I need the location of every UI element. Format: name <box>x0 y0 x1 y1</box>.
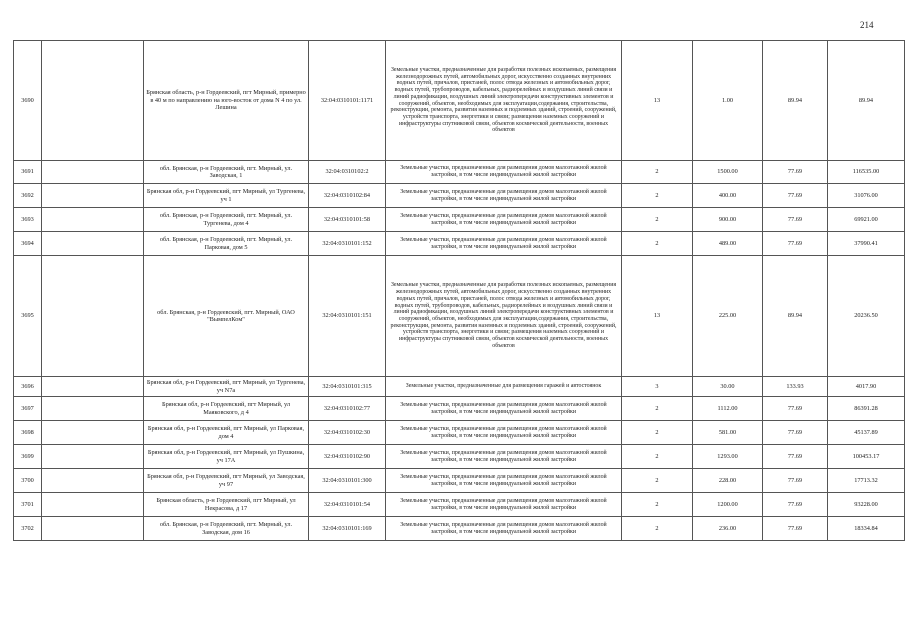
cadastral-number-cell: 32:04:0310102:2 <box>309 161 386 184</box>
table-row <box>14 397 905 421</box>
land-use-cell: Земельные участки, предназначенные для размещения домов малоэтажной жилой застройки, в том числе индивидуальной жилой застройки <box>386 469 622 493</box>
address-cell: Брянская обл, р-н Гордеевский, пгт Мирный, ул Заводская, уч 97 <box>144 469 309 493</box>
row-number-cell: 3691 <box>14 161 42 184</box>
cadastral-value-cell: 37990.41 <box>828 232 905 256</box>
row-number-cell: 3693 <box>14 208 42 232</box>
cadastral-number-cell: 32:04:0310101:300 <box>309 469 386 493</box>
rate-cell: 77.69 <box>763 493 828 517</box>
table-row <box>14 208 905 232</box>
rate-cell: 77.69 <box>763 232 828 256</box>
blank-cell <box>42 469 144 493</box>
row-number-cell: 3695 <box>14 256 42 377</box>
cadastral-number-cell: 32:04:0310101:54 <box>309 493 386 517</box>
blank-cell <box>42 397 144 421</box>
land-use-cell: Земельные участки, предназначенные для разработки полезных ископаемых, размещения железнодорожных путей, автомобильных дорог, искусственно созданных внутренних водных путей, причалов, пристаней, полос отвода железных и автомобильных дорог, водных путей, трубопроводов, кабельных, радиорелейных и воздушных линий связи и линий радиофикации, воздушных линий электропередачи конструктивных элементов и сооружений, объектов, необходимых для эксплуатации,содержания, строительства, реконструкции, ремонта, развития наземных и подземных зданий, строений, сооружений, устройств транспорта, энергетики и связи; размещения наземных сооружений и инфраструктуры спутниковой связи, объектов космической деятельности, военных объектов <box>386 256 622 377</box>
table-row <box>14 161 905 184</box>
cadastral-number-cell: 32:04:0310102:84 <box>309 184 386 208</box>
land-use-cell: Земельные участки, предназначенные для размещения домов малоэтажной жилой застройки, в том числе индивидуальной жилой застройки <box>386 161 622 184</box>
rate-cell: 77.69 <box>763 445 828 469</box>
rate-cell: 133.93 <box>763 377 828 397</box>
cadastral-value-cell: 69921.00 <box>828 208 905 232</box>
cadastral-value-cell: 100453.17 <box>828 445 905 469</box>
address-cell: Брянская обл, р-н Гордеевский, пгт Мирный, ул Тургенева, уч N7а <box>144 377 309 397</box>
cadastral-number-cell: 32:04:0310101:58 <box>309 208 386 232</box>
cadastral-number-cell: 32:04:0310102:30 <box>309 421 386 445</box>
land-use-cell: Земельные участки, предназначенные для размещения домов малоэтажной жилой застройки, в том числе индивидуальной жилой застройки <box>386 493 622 517</box>
category-cell: 2 <box>622 493 693 517</box>
table-row <box>14 421 905 445</box>
category-cell: 2 <box>622 517 693 541</box>
area-cell: 1112.00 <box>693 397 763 421</box>
area-cell: 581.00 <box>693 421 763 445</box>
rate-cell: 77.69 <box>763 184 828 208</box>
category-cell: 2 <box>622 397 693 421</box>
category-cell: 2 <box>622 208 693 232</box>
address-cell: Брянская обл, р-н Гордеевский, пгт Мирный, ул Маяковского, д 4 <box>144 397 309 421</box>
table-body <box>14 41 905 541</box>
row-number-cell: 3696 <box>14 377 42 397</box>
cadastral-value-cell: 18334.84 <box>828 517 905 541</box>
cadastral-value-cell: 93228.00 <box>828 493 905 517</box>
table-row <box>14 232 905 256</box>
blank-cell <box>42 256 144 377</box>
table-row <box>14 517 905 541</box>
cadastral-number-cell: 32:04:0310101:315 <box>309 377 386 397</box>
land-use-cell: Земельные участки, предназначенные для размещения домов малоэтажной жилой застройки, в том числе индивидуальной жилой застройки <box>386 208 622 232</box>
land-use-cell: Земельные участки, предназначенные для размещения домов малоэтажной жилой застройки, в том числе индивидуальной жилой застройки <box>386 397 622 421</box>
area-cell: 30.00 <box>693 377 763 397</box>
area-cell: 1293.00 <box>693 445 763 469</box>
category-cell: 13 <box>622 256 693 377</box>
address-cell: обл. Брянская, р-н Гордеевский, пгт. Мирный, ул. Парковая, дом 5 <box>144 232 309 256</box>
cadastral-value-cell: 86391.28 <box>828 397 905 421</box>
blank-cell <box>42 184 144 208</box>
category-cell: 2 <box>622 421 693 445</box>
address-cell: обл. Брянская, р-н Гордеевский, пгт. Мирный, ул. Заводская, дом 16 <box>144 517 309 541</box>
area-cell: 225.00 <box>693 256 763 377</box>
land-plots-table <box>13 40 905 541</box>
row-number-cell: 3699 <box>14 445 42 469</box>
area-cell: 228.00 <box>693 469 763 493</box>
blank-cell <box>42 161 144 184</box>
cadastral-value-cell: 45137.89 <box>828 421 905 445</box>
cadastral-number-cell: 32:04:0310101:169 <box>309 517 386 541</box>
blank-cell <box>42 208 144 232</box>
address-cell: Брянская обл, р-н Гордеевский, пгт Мирный, ул Пушкина, уч 17А <box>144 445 309 469</box>
table-row <box>14 445 905 469</box>
cadastral-value-cell: 17713.32 <box>828 469 905 493</box>
rate-cell: 89.94 <box>763 41 828 161</box>
land-use-cell: Земельные участки, предназначенные для разработки полезных ископаемых, размещения железнодорожных путей, автомобильных дорог, искусственно созданных внутренних водных путей, причалов, пристаней, полос отвода железных и автомобильных дорог, водных путей, трубопроводов, кабельных, радиорелейных и воздушных линий связи и линий радиофикации, воздушных линий электропередачи конструктивных элементов и сооружений, объектов, необходимых для эксплуатации,содержания, строительства, реконструкции, ремонта, развития наземных и подземных зданий, строений, сооружений, устройств транспорта, энергетики и связи; размещения наземных сооружений и инфраструктуры спутниковой связи, объектов космической деятельности, военных объектов <box>386 41 622 161</box>
table-row <box>14 256 905 377</box>
land-use-cell: Земельные участки, предназначенные для размещения домов малоэтажной жилой застройки, в том числе индивидуальной жилой застройки <box>386 445 622 469</box>
rate-cell: 77.69 <box>763 517 828 541</box>
address-cell: Брянская обл, р-н Гордеевский, пгт Мирный, ул Парковая, дом 4 <box>144 421 309 445</box>
page-number: 214 <box>860 20 874 30</box>
table-row <box>14 493 905 517</box>
cadastral-number-cell: 32:04:0310102:77 <box>309 397 386 421</box>
land-use-cell: Земельные участки, предназначенные для размещения домов малоэтажной жилой застройки, в том числе индивидуальной жилой застройки <box>386 421 622 445</box>
address-cell: Брянская обл, р-н Гордеевский, пгт Мирный, ул Тургенева, уч 1 <box>144 184 309 208</box>
table-row <box>14 184 905 208</box>
rate-cell: 77.69 <box>763 421 828 445</box>
cadastral-value-cell: 116535.00 <box>828 161 905 184</box>
cadastral-number-cell: 32:04:0310101:152 <box>309 232 386 256</box>
blank-cell <box>42 41 144 161</box>
cadastral-number-cell: 32:04:0310101:151 <box>309 256 386 377</box>
row-number-cell: 3701 <box>14 493 42 517</box>
category-cell: 13 <box>622 41 693 161</box>
land-use-cell: Земельные участки, предназначенные для размещения домов малоэтажной жилой застройки, в том числе индивидуальной жилой застройки <box>386 517 622 541</box>
rate-cell: 77.69 <box>763 469 828 493</box>
category-cell: 2 <box>622 184 693 208</box>
area-cell: 1200.00 <box>693 493 763 517</box>
blank-cell <box>42 421 144 445</box>
table-row <box>14 469 905 493</box>
area-cell: 400.00 <box>693 184 763 208</box>
row-number-cell: 3690 <box>14 41 42 161</box>
cadastral-number-cell: 32:04:0310101:1171 <box>309 41 386 161</box>
cadastral-value-cell: 89.94 <box>828 41 905 161</box>
area-cell: 900.00 <box>693 208 763 232</box>
table-row <box>14 41 905 161</box>
category-cell: 2 <box>622 232 693 256</box>
category-cell: 2 <box>622 161 693 184</box>
address-cell: обл. Брянская, р-н Гордеевский, пгт. Мирный, ОАО "ВымпелКом" <box>144 256 309 377</box>
rate-cell: 77.69 <box>763 397 828 421</box>
category-cell: 3 <box>622 377 693 397</box>
address-cell: обл. Брянская, р-н Гордеевский, пгт. Мирный, ул. Заводская, 1 <box>144 161 309 184</box>
row-number-cell: 3694 <box>14 232 42 256</box>
address-cell: обл. Брянская, р-н Гордеевский, пгт. Мирный, ул. Тургенева, дом 4 <box>144 208 309 232</box>
category-cell: 2 <box>622 469 693 493</box>
cadastral-value-cell: 4017.90 <box>828 377 905 397</box>
rate-cell: 77.69 <box>763 208 828 232</box>
address-cell: Брянская область, р-н Гордеевский, пгт Мирный, ул Некрасова, д 17 <box>144 493 309 517</box>
blank-cell <box>42 232 144 256</box>
row-number-cell: 3692 <box>14 184 42 208</box>
blank-cell <box>42 517 144 541</box>
area-cell: 1500.00 <box>693 161 763 184</box>
blank-cell <box>42 493 144 517</box>
blank-cell <box>42 377 144 397</box>
row-number-cell: 3702 <box>14 517 42 541</box>
blank-cell <box>42 445 144 469</box>
land-use-cell: Земельные участки, предназначенные для размещения домов малоэтажной жилой застройки, в том числе индивидуальной жилой застройки <box>386 232 622 256</box>
area-cell: 1.00 <box>693 41 763 161</box>
area-cell: 236.00 <box>693 517 763 541</box>
category-cell: 2 <box>622 445 693 469</box>
cadastral-value-cell: 20236.50 <box>828 256 905 377</box>
rate-cell: 89.94 <box>763 256 828 377</box>
area-cell: 489.00 <box>693 232 763 256</box>
land-use-cell: Земельные участки, предназначенные для размещения домов малоэтажной жилой застройки, в том числе индивидуальной жилой застройки <box>386 184 622 208</box>
table-row <box>14 377 905 397</box>
address-cell: Брянская область, р-н Гордеевский, пгт Мирный, примерно в 40 м по направлению на юго-восток от дома N 4 по ул. Лешина <box>144 41 309 161</box>
row-number-cell: 3698 <box>14 421 42 445</box>
row-number-cell: 3697 <box>14 397 42 421</box>
cadastral-value-cell: 31076.00 <box>828 184 905 208</box>
land-use-cell: Земельные участки, предназначенные для размещения гаражей и автостоянок <box>386 377 622 397</box>
rate-cell: 77.69 <box>763 161 828 184</box>
row-number-cell: 3700 <box>14 469 42 493</box>
cadastral-number-cell: 32:04:0310102:90 <box>309 445 386 469</box>
